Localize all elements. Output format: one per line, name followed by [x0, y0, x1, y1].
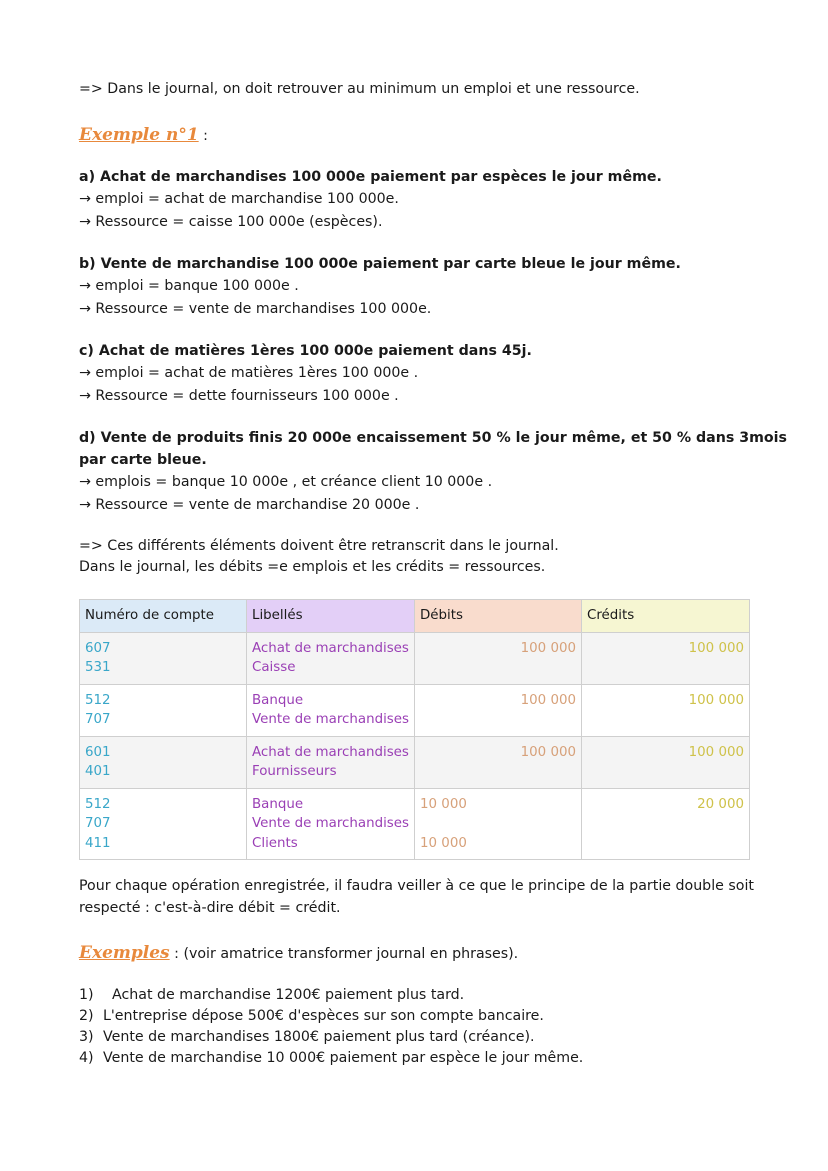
rule-line-2: respecté : c'est-à-dire débit = crédit. — [79, 900, 341, 916]
credit-amount: 100 000 — [688, 744, 744, 760]
entry-label: Clients — [252, 835, 298, 851]
example1-colon: : — [198, 128, 208, 144]
account-number: 401 — [85, 764, 111, 779]
summary-line-2: Dans le journal, les débits =e emplois et les crédits = ressources. — [79, 559, 546, 575]
list-item — [79, 1006, 583, 1027]
list-item — [79, 1027, 583, 1048]
credit-cell — [582, 684, 750, 736]
label-cell — [247, 632, 415, 684]
section-c-line-1: → emploi = achat de matières 1ères 100 000e . — [79, 365, 419, 381]
example1-heading-line — [79, 124, 208, 147]
debit-amount: 100 000 — [520, 640, 576, 656]
section-a-title: a) Achat de marchandises 100 000e paiement par espèces le jour même. — [79, 169, 662, 185]
table-row — [80, 684, 750, 736]
debit-amount: 10 000 — [420, 796, 467, 812]
section-b-title: b) Vente de marchandise 100 000e paiement par carte bleue le jour même. — [79, 256, 681, 272]
journal-header-row — [80, 600, 750, 633]
account-number: 707 — [85, 816, 111, 831]
list-number: 1) — [79, 987, 94, 1003]
summary-line-1: => Ces différents éléments doivent être retranscrit dans le journal. — [79, 538, 559, 554]
entry-label: Achat de marchandises — [252, 640, 409, 656]
examples-list — [79, 985, 583, 1069]
debit-amount: 100 000 — [520, 744, 576, 760]
list-text: Vente de marchandise 10 000€ paiement par espèce le jour même. — [103, 1050, 584, 1066]
list-text: L'entreprise dépose 500€ d'espèces sur son compte bancaire. — [103, 1008, 544, 1024]
debit-cell — [415, 788, 582, 860]
list-number: 2) — [79, 1008, 94, 1024]
section-a-line-2: → Ressource = caisse 100 000e (espèces). — [79, 214, 383, 230]
account-cell — [80, 684, 247, 736]
examples-heading: Exemples — [79, 943, 170, 963]
table-row — [80, 788, 750, 860]
entry-label: Vente de marchandises — [252, 816, 409, 831]
entry-label: Achat de marchandises — [252, 744, 409, 760]
header-credits: Crédits — [582, 600, 750, 633]
credit-cell — [582, 632, 750, 684]
section-c-line-2: → Ressource = dette fournisseurs 100 000e . — [79, 388, 399, 404]
section-d-title: d) Vente de produits finis 20 000e encaissement 50 % le jour même, et 50 % dans 3mois — [79, 430, 787, 446]
label-cell — [247, 684, 415, 736]
list-number: 3) — [79, 1029, 94, 1045]
journal-table — [79, 599, 750, 860]
credit-amount: 100 000 — [688, 692, 744, 708]
account-cell — [80, 788, 247, 860]
account-cell — [80, 736, 247, 788]
label-cell — [247, 788, 415, 860]
debit-cell — [415, 736, 582, 788]
section-d-title-cont: par carte bleue. — [79, 452, 207, 468]
debit-cell — [415, 684, 582, 736]
entry-label: Banque — [252, 796, 304, 812]
account-number: 607 — [85, 640, 111, 656]
header-account: Numéro de compte — [80, 600, 247, 633]
account-number: 601 — [85, 744, 111, 760]
account-number: 707 — [85, 712, 111, 727]
section-c-title: c) Achat de matières 1ères 100 000e paiement dans 45j. — [79, 343, 532, 359]
debit-cell — [415, 632, 582, 684]
credit-amount: 100 000 — [688, 640, 744, 656]
list-text: Achat de marchandise 1200€ paiement plus tard. — [103, 987, 465, 1003]
account-number: 411 — [85, 835, 111, 851]
rule-line-1: Pour chaque opération enregistrée, il faudra veiller à ce que le principe de la partie double soit — [79, 878, 754, 894]
examples-heading-line — [79, 942, 518, 965]
debit-amount: 10 000 — [420, 835, 467, 851]
entry-label: Banque — [252, 692, 304, 708]
header-labels: Libellés — [247, 600, 415, 633]
section-b-line-2: → Ressource = vente de marchandises 100 000e. — [79, 301, 432, 317]
section-b-line-1: → emploi = banque 100 000e . — [79, 278, 299, 294]
debit-amount — [420, 814, 576, 834]
debit-amount: 100 000 — [520, 692, 576, 708]
account-number: 512 — [85, 796, 111, 812]
table-row — [80, 736, 750, 788]
credit-cell — [582, 788, 750, 860]
account-cell — [80, 632, 247, 684]
credit-cell — [582, 736, 750, 788]
entry-label: Caisse — [252, 660, 296, 675]
table-row — [80, 632, 750, 684]
account-number: 512 — [85, 692, 111, 708]
list-number: 4) — [79, 1050, 94, 1066]
header-debits: Débits — [415, 600, 582, 633]
entry-label: Vente de marchandises — [252, 712, 409, 727]
section-a-line-1: → emploi = achat de marchandise 100 000e. — [79, 191, 399, 207]
section-d-line-1: → emplois = banque 10 000e , et créance client 10 000e . — [79, 474, 493, 490]
account-number: 531 — [85, 660, 111, 675]
label-cell — [247, 736, 415, 788]
examples-suffix: : (voir amatrice transformer journal en phrases). — [169, 946, 519, 962]
section-d-line-2: → Ressource = vente de marchandise 20 000e . — [79, 497, 420, 513]
intro-text: => Dans le journal, on doit retrouver au minimum un emploi et une ressource. — [79, 81, 640, 97]
entry-label: Fournisseurs — [252, 764, 337, 779]
credit-amount: 20 000 — [697, 796, 744, 812]
list-text: Vente de marchandises 1800€ paiement plus tard (créance). — [103, 1029, 535, 1045]
list-item — [79, 985, 583, 1006]
example1-heading: Exemple n°1 — [79, 125, 199, 145]
list-item — [79, 1048, 583, 1069]
